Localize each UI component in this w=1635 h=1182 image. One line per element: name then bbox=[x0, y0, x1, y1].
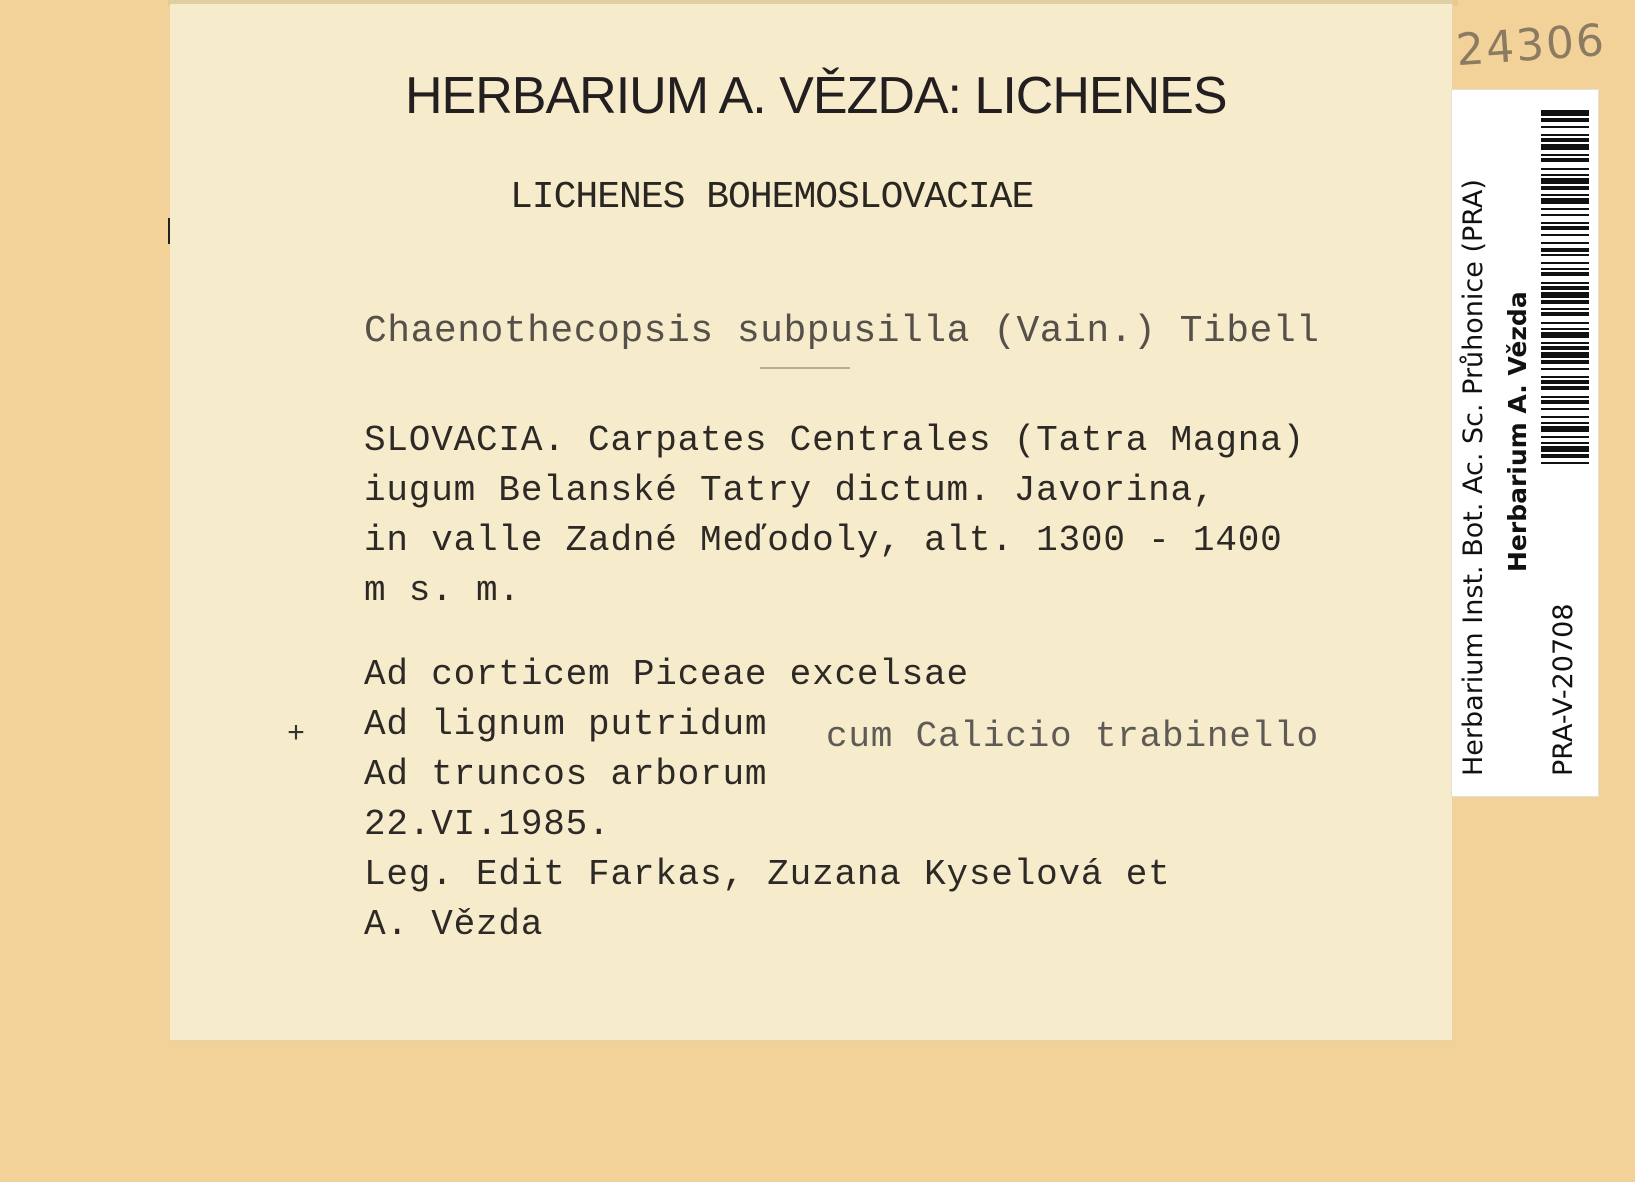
barcode-bar bbox=[1541, 342, 1589, 344]
barcode-bar bbox=[1541, 254, 1589, 256]
barcode-bar bbox=[1541, 234, 1589, 236]
barcode-bar bbox=[1541, 312, 1589, 316]
barcode-bar bbox=[1541, 154, 1589, 156]
locality-line-4: m s. m. bbox=[364, 570, 521, 611]
locality-line-1: SLOVACIA. Carpates Centrales (Tatra Magna) bbox=[364, 420, 1305, 461]
specimen-id: PRA-V-20708 bbox=[1548, 603, 1579, 776]
barcode-bar bbox=[1541, 208, 1589, 210]
label-subheader: LICHENES BOHEMOSLOVACIAE bbox=[510, 176, 1034, 219]
species-name: Chaenothecopsis subpusilla (Vain.) Tibell bbox=[364, 310, 1320, 353]
locality-line-2: iugum Belanské Tatry dictum. Javorina, bbox=[364, 470, 1216, 511]
barcode-bar bbox=[1541, 262, 1589, 264]
barcode-bar bbox=[1541, 386, 1589, 390]
barcode-bar bbox=[1541, 292, 1589, 298]
barcode-bar bbox=[1541, 198, 1589, 204]
substrate-line-2: Ad lignum putridum bbox=[364, 704, 768, 745]
barcode-bar bbox=[1541, 422, 1589, 424]
barcode-bar bbox=[1541, 186, 1589, 190]
barcode-bar bbox=[1541, 222, 1589, 224]
barcode-bar bbox=[1541, 126, 1589, 128]
barcode-bar bbox=[1541, 282, 1589, 284]
barcode bbox=[1541, 110, 1589, 522]
barcode-bar bbox=[1541, 144, 1589, 150]
barcode-bar bbox=[1541, 352, 1589, 358]
barcode-bar bbox=[1541, 332, 1589, 338]
barcode-bar bbox=[1541, 194, 1589, 196]
barcode-bar bbox=[1541, 376, 1589, 378]
barcode-bar bbox=[1541, 446, 1589, 452]
plus-mark: + bbox=[287, 718, 306, 752]
substrate-line-2-addition: cum Calicio trabinello bbox=[826, 716, 1319, 757]
barcode-bar bbox=[1541, 328, 1589, 330]
label-top-border bbox=[170, 0, 1452, 4]
barcode-bar bbox=[1541, 248, 1589, 252]
species-underline bbox=[760, 367, 850, 369]
collectors-line-2: A. Vězda bbox=[364, 904, 544, 945]
barcode-bar bbox=[1541, 286, 1589, 290]
barcode-bar bbox=[1541, 396, 1589, 398]
substrate-line-1: Ad corticem Piceae excelsae bbox=[364, 654, 969, 695]
barcode-bar bbox=[1541, 380, 1589, 384]
barcode-bar bbox=[1541, 214, 1589, 216]
barcode-bar bbox=[1541, 462, 1589, 464]
barcode-bar bbox=[1541, 426, 1589, 432]
barcode-bar bbox=[1541, 138, 1589, 142]
barcode-bar bbox=[1541, 174, 1589, 176]
barcode-bar bbox=[1541, 110, 1589, 116]
collection-date: 22.VI.1985. bbox=[364, 804, 611, 845]
substrate-line-3: Ad truncos arborum bbox=[364, 754, 768, 795]
barcode-bar bbox=[1541, 416, 1589, 418]
barcode-bar bbox=[1541, 346, 1589, 350]
barcode-bar bbox=[1541, 118, 1589, 122]
barcode-bar bbox=[1541, 300, 1589, 304]
barcode-bar bbox=[1541, 242, 1589, 244]
barcode-bar bbox=[1541, 226, 1589, 230]
barcode-bar bbox=[1541, 368, 1589, 370]
handwritten-number: 24306 bbox=[1454, 14, 1608, 77]
barcode-bar bbox=[1541, 272, 1589, 276]
barcode-bar bbox=[1541, 308, 1589, 310]
locality-line-3: in valle Zadné Meďodoly, alt. 1300 - 1400 bbox=[364, 520, 1283, 561]
barcode-bar bbox=[1541, 436, 1589, 438]
collectors-line-1: Leg. Edit Farkas, Zuzana Kyselová et bbox=[364, 854, 1171, 895]
barcode-bar bbox=[1541, 178, 1589, 184]
barcode-bar bbox=[1541, 158, 1589, 162]
barcode-bar bbox=[1541, 442, 1589, 444]
collection-text: Herbarium A. Vězda bbox=[1503, 291, 1532, 572]
barcode-bar bbox=[1541, 454, 1589, 458]
barcode-bar bbox=[1541, 134, 1589, 136]
barcode-bar bbox=[1541, 360, 1589, 364]
barcode-bar bbox=[1541, 408, 1589, 410]
barcode-bar bbox=[1541, 322, 1589, 324]
barcode-bar bbox=[1541, 400, 1589, 404]
barcode-bar bbox=[1541, 168, 1589, 170]
barcode-bar bbox=[1541, 268, 1589, 270]
institution-text: Herbarium Inst. Bot. Ac. Sc. Průhonice (PRA) bbox=[1458, 179, 1489, 776]
label-header: HERBARIUM A. VĚZDA: LICHENES bbox=[405, 67, 1227, 125]
